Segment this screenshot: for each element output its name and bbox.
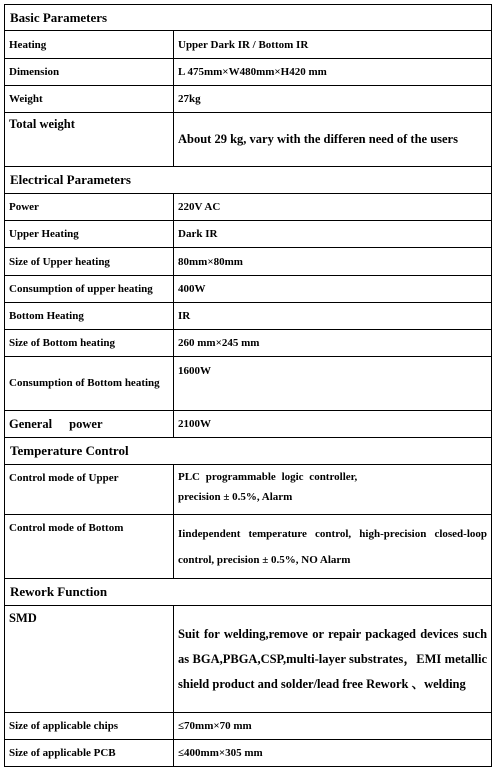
row-label: SMD [5, 606, 174, 713]
row-bottom-heating [5, 303, 492, 330]
row-value: 2100W [174, 411, 492, 438]
row-control-bottom [5, 515, 492, 579]
row-label: Upper Heating [5, 221, 174, 248]
section-title: Basic Parameters [5, 5, 492, 31]
row-size-bottom-heating [5, 330, 492, 357]
row-consumption-upper [5, 276, 492, 303]
section-title: Rework Function [5, 579, 492, 606]
row-size-chips [5, 713, 492, 740]
row-value [174, 465, 492, 515]
row-dimension [5, 59, 492, 86]
row-value: L 475mm×W480mm×H420 mm [174, 59, 492, 86]
row-label: General power [5, 411, 174, 438]
row-label: Size of applicable PCB [5, 740, 174, 767]
row-value: About 29 kg, vary with the differen need of the users [174, 113, 492, 167]
spec-table [4, 4, 492, 767]
row-heating [5, 31, 492, 59]
row-consumption-bottom [5, 357, 492, 411]
section-basic-parameters [5, 5, 492, 31]
section-rework-function [5, 579, 492, 606]
row-value: 220V AC [174, 194, 492, 221]
row-label: Consumption of Bottom heating [5, 357, 174, 411]
row-label: Size of Bottom heating [5, 330, 174, 357]
row-total-weight [5, 113, 492, 167]
row-upper-heating [5, 221, 492, 248]
row-value: 1600W [174, 357, 492, 411]
value-line: PLC programmable logic controller, [178, 471, 358, 483]
row-label: Control mode of Upper [5, 465, 174, 515]
row-label: Power [5, 194, 174, 221]
row-value: 260 mm×245 mm [174, 330, 492, 357]
row-label: Weight [5, 86, 174, 113]
row-value: Upper Dark IR / Bottom IR [174, 31, 492, 59]
section-title: Electrical Parameters [5, 167, 492, 194]
row-value: Dark IR [174, 221, 492, 248]
row-label: Bottom Heating [5, 303, 174, 330]
value-line: precision ± 0.5%, Alarm [178, 491, 293, 503]
row-value: ≤400mm×305 mm [174, 740, 492, 767]
row-weight [5, 86, 492, 113]
section-title: Temperature Control [5, 438, 492, 465]
row-label: Size of applicable chips [5, 713, 174, 740]
row-value: Iindependent temperature control, high-precision closed-loop control, precision ± 0.5%, NO Alarm [174, 515, 492, 579]
row-value: 80mm×80mm [174, 248, 492, 276]
row-label: Total weight [5, 113, 174, 167]
row-size-pcb [5, 740, 492, 767]
row-label: Dimension [5, 59, 174, 86]
row-value: Suit for welding,remove or repair packaged devices such as BGA,PBGA,CSP,multi-layer substrates，EMI metallic shield product and solder/lead free Rework 、welding [174, 606, 492, 713]
row-value: IR [174, 303, 492, 330]
row-value: ≤70mm×70 mm [174, 713, 492, 740]
row-power [5, 194, 492, 221]
section-temperature-control [5, 438, 492, 465]
row-label: Size of Upper heating [5, 248, 174, 276]
row-value: 27kg [174, 86, 492, 113]
row-label: Heating [5, 31, 174, 59]
row-control-upper [5, 465, 492, 515]
row-smd [5, 606, 492, 713]
row-general-power [5, 411, 492, 438]
row-label: Control mode of Bottom [5, 515, 174, 579]
row-label: Consumption of upper heating [5, 276, 174, 303]
row-value: 400W [174, 276, 492, 303]
row-size-upper-heating [5, 248, 492, 276]
section-electrical-parameters [5, 167, 492, 194]
